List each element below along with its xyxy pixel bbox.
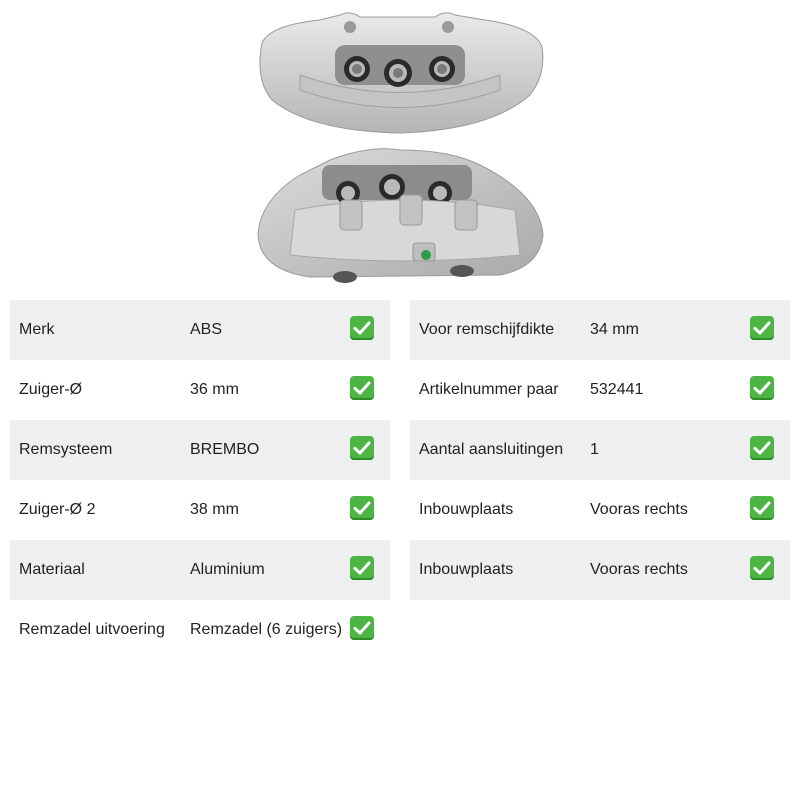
check-icon <box>750 376 774 400</box>
spec-value: 532441 <box>590 381 644 398</box>
spec-row <box>10 600 390 660</box>
check-icon <box>350 316 374 340</box>
brake-caliper-image <box>250 5 550 290</box>
spec-value: 38 mm <box>190 501 239 518</box>
spec-table-left <box>10 300 390 660</box>
caliper-bottom <box>258 149 543 283</box>
spec-row <box>410 300 790 360</box>
spec-value: BREMBO <box>190 441 260 458</box>
check-icon <box>350 616 374 640</box>
spec-row <box>10 540 390 600</box>
spec-label: Artikelnummer paar <box>419 381 559 398</box>
spec-label: Remsysteem <box>19 441 113 458</box>
spec-table-right <box>410 300 790 600</box>
spec-label: Materiaal <box>19 561 85 578</box>
spec-row <box>410 480 790 540</box>
check-icon <box>750 436 774 460</box>
spec-label: Aantal aansluitingen <box>419 441 564 458</box>
spec-row <box>10 300 390 360</box>
check-icon <box>350 376 374 400</box>
spec-row <box>10 420 390 480</box>
spec-value: Vooras rechts <box>590 501 688 518</box>
spec-label: Zuiger-Ø 2 <box>19 501 96 518</box>
check-icon <box>350 556 374 580</box>
spec-row <box>10 360 390 420</box>
spec-label: Inbouwplaats <box>419 501 514 518</box>
spec-label: Zuiger-Ø <box>19 381 83 398</box>
check-icon <box>750 556 774 580</box>
spec-value: Aluminium <box>190 561 265 578</box>
spec-value: Remzadel (6 zuigers) <box>190 621 343 638</box>
spec-label: Voor remschijfdikte <box>419 321 555 338</box>
caliper-top <box>260 13 543 133</box>
spec-value: 34 mm <box>590 321 639 338</box>
spec-row <box>410 540 790 600</box>
check-icon <box>350 436 374 460</box>
spec-row <box>10 480 390 540</box>
spec-value: 1 <box>590 441 599 458</box>
spec-row <box>410 360 790 420</box>
spec-label: Remzadel uitvoering <box>19 621 165 638</box>
spec-label: Merk <box>19 321 55 338</box>
spec-label: Inbouwplaats <box>419 561 514 578</box>
check-icon <box>750 496 774 520</box>
spec-value: ABS <box>190 321 223 338</box>
check-icon <box>350 496 374 520</box>
spec-value: 36 mm <box>190 381 239 398</box>
check-icon <box>750 316 774 340</box>
spec-value: Vooras rechts <box>590 561 688 578</box>
spec-row <box>410 420 790 480</box>
